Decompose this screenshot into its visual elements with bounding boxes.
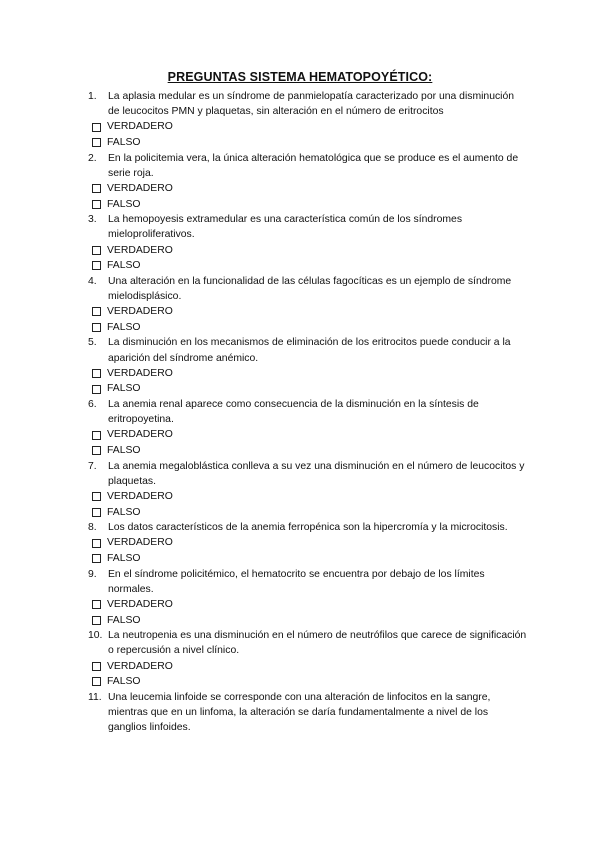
checkbox-icon[interactable] xyxy=(92,138,101,147)
checkbox-icon[interactable] xyxy=(92,662,101,671)
checkbox-icon[interactable] xyxy=(92,446,101,455)
option-false[interactable] xyxy=(92,258,528,274)
option-label: VERDADERO xyxy=(107,121,173,133)
question-number: 7. xyxy=(88,460,97,472)
question-text: La hemopoyesis extramedular es una característica común de los síndromes mieloproliferativos. xyxy=(108,214,463,241)
option-label: FALSO xyxy=(107,614,141,626)
question-text: En el síndrome policitémico, el hematocrito se encuentra por debajo de los límites normales. xyxy=(108,568,485,595)
option-label: FALSO xyxy=(107,383,141,395)
option-label: VERDADERO xyxy=(107,183,173,194)
option-true[interactable] xyxy=(92,366,528,382)
option-true[interactable] xyxy=(92,535,528,551)
checkbox-icon[interactable] xyxy=(92,492,101,501)
checkbox-icon[interactable] xyxy=(92,554,101,563)
option-true[interactable] xyxy=(92,659,528,675)
checkbox-icon[interactable] xyxy=(92,600,101,609)
page-title: PREGUNTAS SISTEMA HEMATOPOYÉTICO: xyxy=(167,70,433,84)
question-item xyxy=(88,335,528,397)
option-false[interactable] xyxy=(92,505,528,521)
question-item xyxy=(88,520,528,566)
option-label: FALSO xyxy=(107,676,141,688)
option-true[interactable] xyxy=(92,181,528,197)
option-false[interactable] xyxy=(92,135,528,151)
question-item xyxy=(88,89,528,151)
checkbox-icon[interactable] xyxy=(92,200,101,209)
question-stem xyxy=(88,459,528,489)
question-text: Una alteración en la funcionalidad de las células fagocíticas es un ejemplo de síndrome mielodisplásico. xyxy=(108,275,512,302)
question-text: Una leucemia linfoide se corresponde con una alteración de linfocitos en la sangre, mientras que en un linfoma, la alteración se daría fundamentalmente a nivel de los ganglios linfoides. xyxy=(108,691,491,734)
question-number: 4. xyxy=(88,275,97,287)
option-label: FALSO xyxy=(107,444,141,456)
checkbox-icon[interactable] xyxy=(92,616,101,625)
question-text: La anemia megaloblástica conlleva a su vez una disminución en el número de leucocitos y plaquetas. xyxy=(108,460,525,487)
question-text: La neutropenia es una disminución en el número de neutrófilos que carece de significación o repercusión a nivel clínico. xyxy=(108,630,527,657)
question-number: 2. xyxy=(88,152,97,164)
question-item xyxy=(88,628,528,690)
question-stem xyxy=(88,335,528,365)
option-false[interactable] xyxy=(92,320,528,336)
question-number: 3. xyxy=(88,214,97,226)
question-number: 5. xyxy=(88,337,97,349)
option-label: FALSO xyxy=(107,321,141,333)
option-false[interactable] xyxy=(92,674,528,690)
checkbox-icon[interactable] xyxy=(92,246,101,255)
question-stem xyxy=(88,151,528,181)
option-label: VERDADERO xyxy=(107,429,173,441)
checkbox-icon[interactable] xyxy=(92,307,101,316)
question-item xyxy=(88,567,528,629)
question-text: La aplasia medular es un síndrome de panmielopatía caracterizado por una disminución de leucocitos PMN y plaquetas, sin alteración en el número de eritrocitos xyxy=(108,91,515,118)
option-false[interactable] xyxy=(92,197,528,213)
option-label: FALSO xyxy=(107,506,141,518)
question-stem xyxy=(88,397,528,427)
checkbox-icon[interactable] xyxy=(92,261,101,270)
option-label: VERDADERO xyxy=(107,367,173,379)
option-true[interactable] xyxy=(92,427,528,443)
option-true[interactable] xyxy=(92,304,528,320)
question-stem xyxy=(88,628,528,658)
question-item xyxy=(88,274,528,336)
question-text: En la policitemia vera, la única alteración hematológica que se produce es el aumento de serie roja. xyxy=(108,152,519,179)
question-stem xyxy=(88,567,528,597)
checkbox-icon[interactable] xyxy=(92,677,101,686)
checkbox-icon[interactable] xyxy=(92,508,101,517)
question-number: 6. xyxy=(88,398,97,410)
checkbox-icon[interactable] xyxy=(92,539,101,548)
option-label: FALSO xyxy=(107,552,141,564)
option-label: VERDADERO xyxy=(107,598,173,610)
question-number: 9. xyxy=(88,568,97,580)
option-label: FALSO xyxy=(107,137,141,148)
question-text: La disminución en los mecanismos de eliminación de los eritrocitos puede conducir a la aparición del síndrome anémico. xyxy=(108,337,511,364)
question-text: La anemia renal aparece como consecuencia de la disminución en la síntesis de eritropoyetina. xyxy=(108,398,479,426)
checkbox-icon[interactable] xyxy=(92,385,101,394)
question-number: 11. xyxy=(88,691,102,703)
question-stem xyxy=(88,212,528,242)
checkbox-icon[interactable] xyxy=(92,323,101,332)
option-label: VERDADERO xyxy=(107,537,173,549)
question-item xyxy=(88,459,528,521)
option-label: FALSO xyxy=(107,198,141,210)
option-label: VERDADERO xyxy=(107,244,173,256)
question-item xyxy=(88,212,528,274)
question-number: 1. xyxy=(88,91,97,102)
question-item xyxy=(88,151,528,213)
question-stem xyxy=(88,690,528,736)
option-true[interactable] xyxy=(92,119,528,135)
checkbox-icon[interactable] xyxy=(92,431,101,440)
option-false[interactable] xyxy=(92,381,528,397)
checkbox-icon[interactable] xyxy=(92,184,101,193)
question-item xyxy=(88,397,528,459)
option-false[interactable] xyxy=(92,613,528,629)
option-true[interactable] xyxy=(92,489,528,505)
option-false[interactable] xyxy=(92,551,528,567)
option-label: VERDADERO xyxy=(107,660,173,672)
question-stem xyxy=(88,520,528,535)
option-false[interactable] xyxy=(92,443,528,459)
question-list xyxy=(88,89,528,735)
checkbox-icon[interactable] xyxy=(92,123,101,132)
question-stem xyxy=(88,274,528,304)
option-true[interactable] xyxy=(92,597,528,613)
question-number: 10. xyxy=(88,630,103,642)
option-label: FALSO xyxy=(107,260,141,272)
checkbox-icon[interactable] xyxy=(92,369,101,378)
question-number: 8. xyxy=(88,522,97,534)
question-item xyxy=(88,690,528,736)
question-stem xyxy=(88,89,528,119)
option-label: VERDADERO xyxy=(107,490,173,502)
question-text: Los datos característicos de la anemia ferropénica son la hipercromía y la microcitosis. xyxy=(108,522,508,534)
option-true[interactable] xyxy=(92,243,528,259)
option-label: VERDADERO xyxy=(107,306,173,318)
